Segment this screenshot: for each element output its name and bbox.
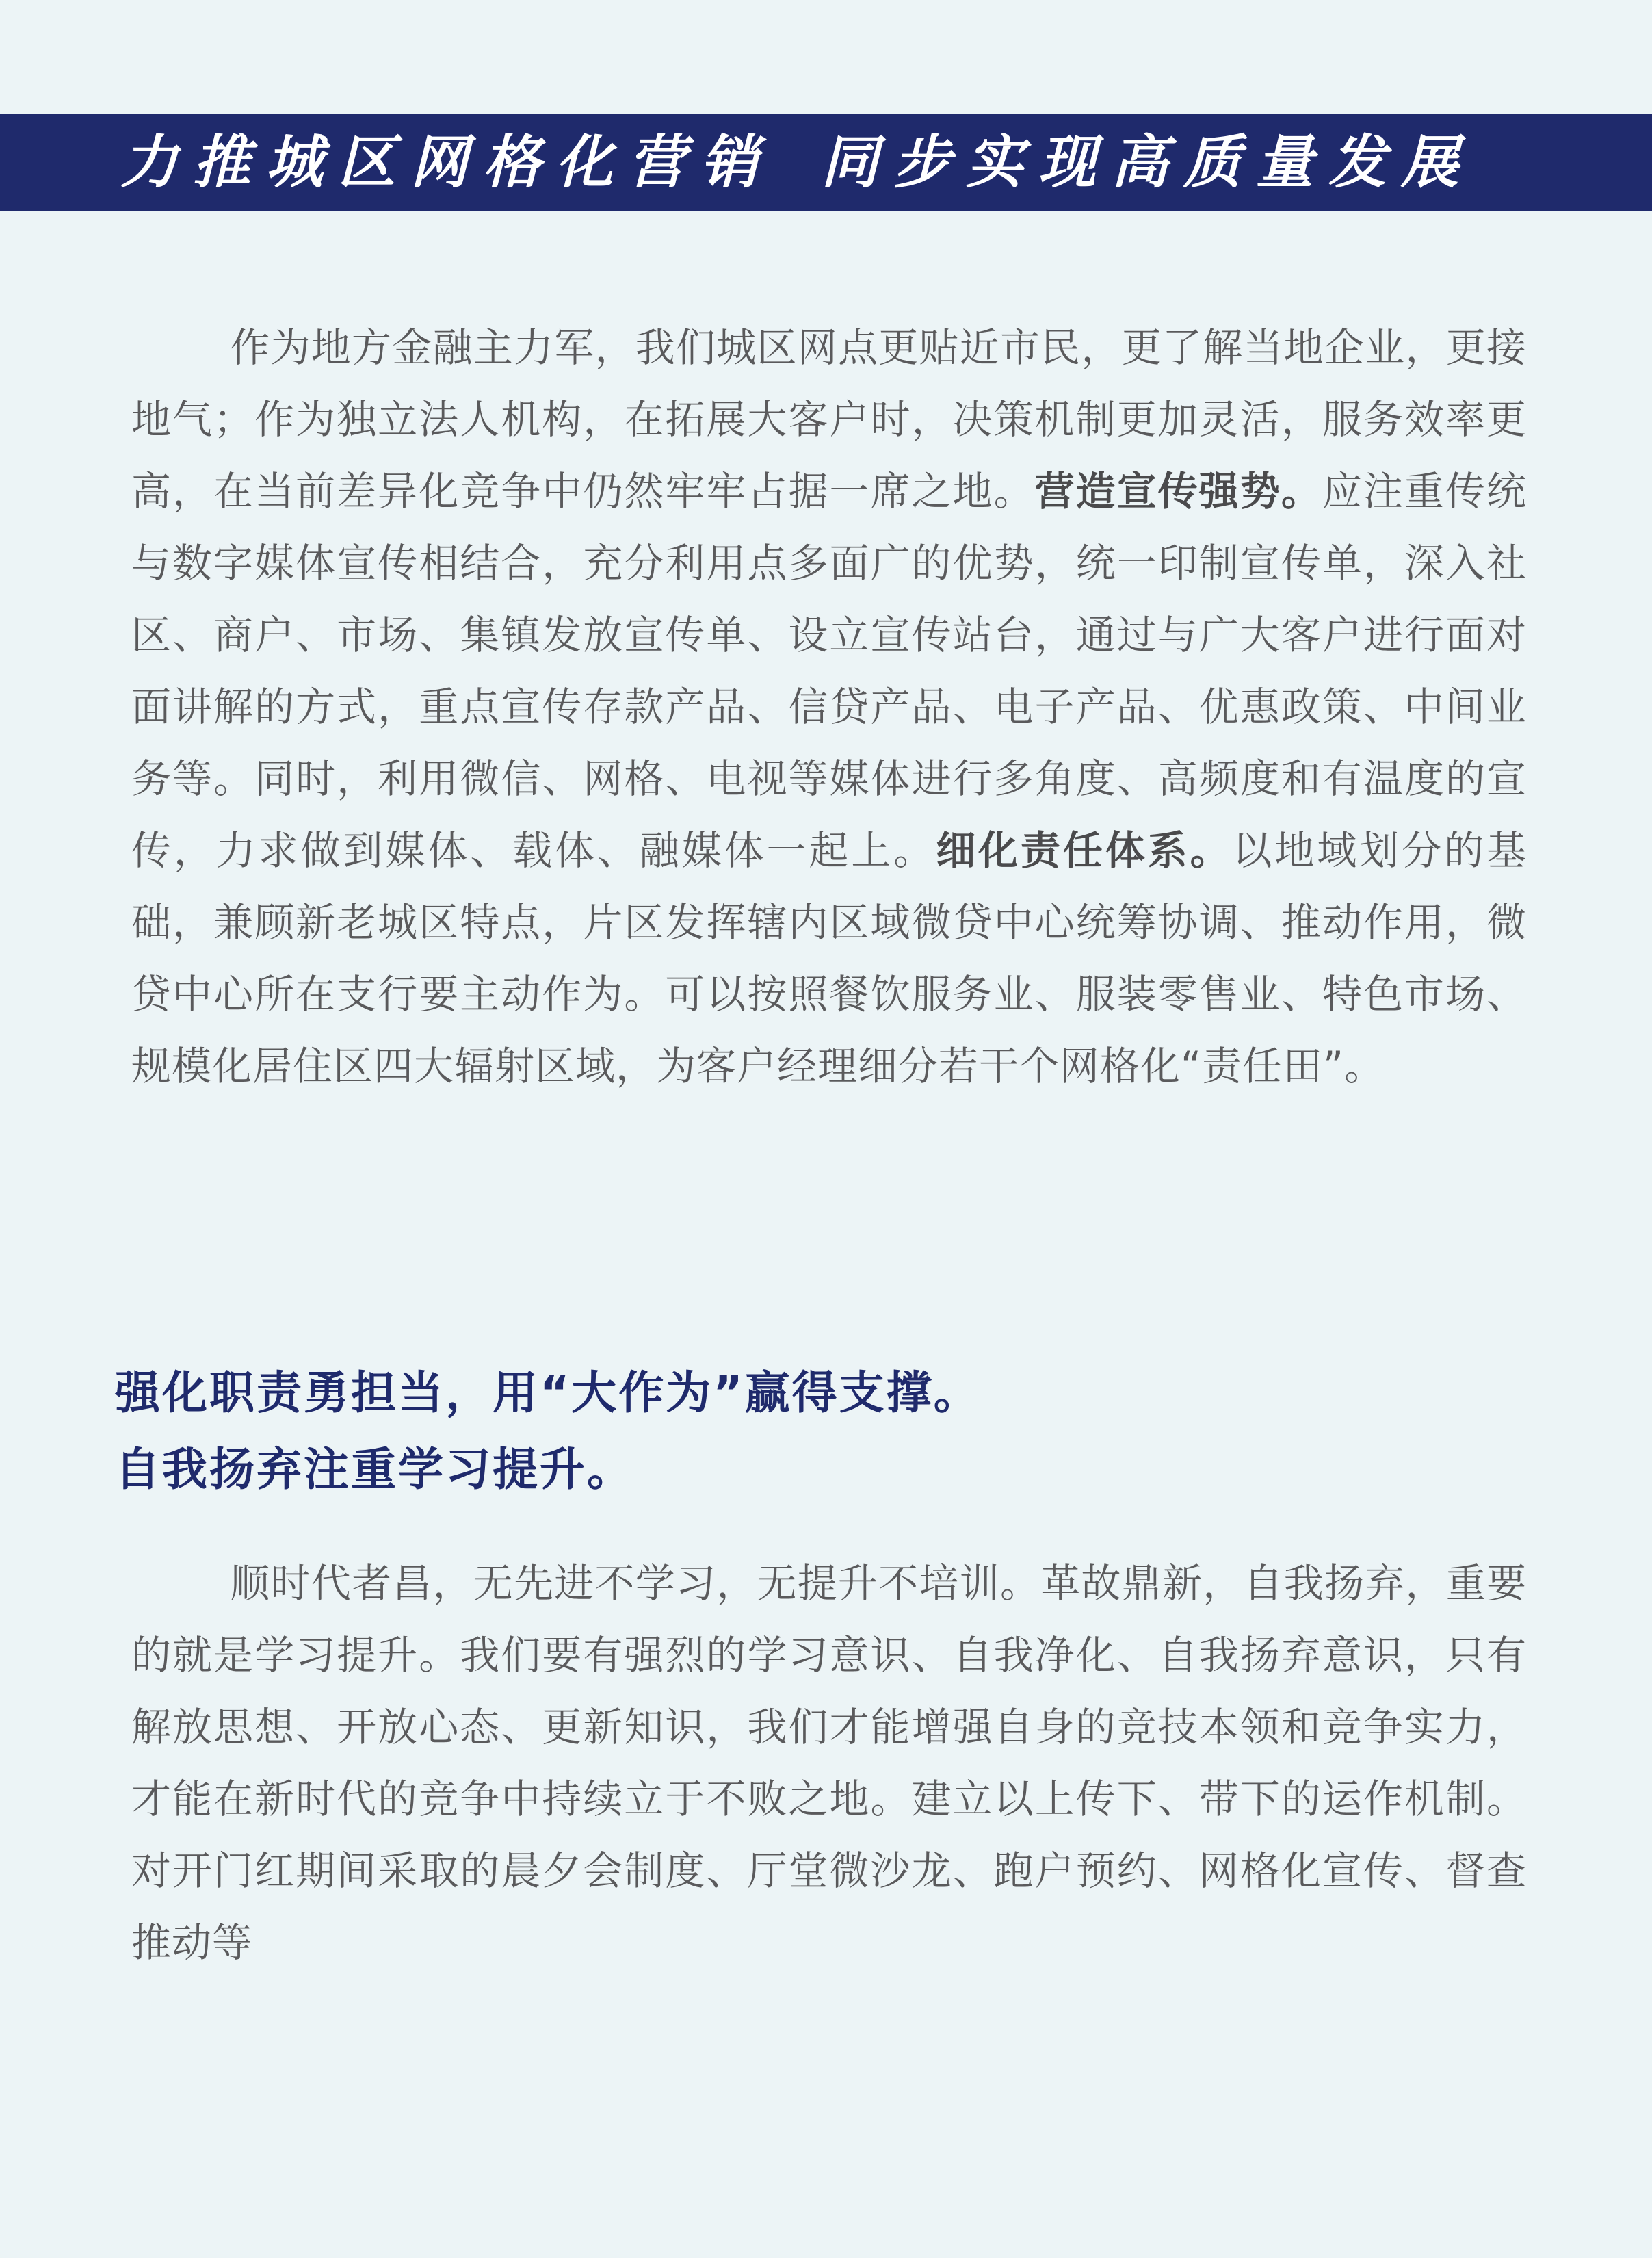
- page-title: [120, 114, 1473, 211]
- section-heading-line-2: 自我扬弃注重学习提升。: [115, 1443, 634, 1496]
- paragraph-1-text-b: 应注重传统与数字媒体宣传相结合，充分利用点多面广的优势，统一印制宣传单，深入社区、商户、市场、集镇发放宣传单、设立宣传站台，通过与广大客户进行面对面讲解的方式，重点宣传存款产品、信贷产品、电子产品、优惠政策、中间业务等。同时，利用微信、网格、电视等媒体进行多角度、高频度和有温度的宣传，力求做到媒体、载体、融媒体一起上。: [131, 468, 1527, 874]
- paragraph-2-text: 顺时代者昌，无先进不学习，无提升不培训。革故鼎新，自我扬弃，重要的就是学习提升。我们要有强烈的学习意识、自我净化、自我扬弃意识，只有解放思想、开放心态、更新知识，我们才能增强自身的竞技本领和竞争实力，才能在新时代的竞争中持续立于不败之地。建立以上传下、带下的运作机制。对开门红期间采取的晨夕会制度、厅堂微沙龙、跑户预约、网格化宣传、督查推动等: [131, 1560, 1527, 1966]
- page-title-part1: 力推城区网格化营销: [120, 128, 774, 196]
- paragraph-1-text-c: 以地域划分的基础，兼顾新老城区特点，片区发挥辖内区域微贷中心统筹协调、推动作用，微贷中心所在支行要主动作为。可以按照餐饮服务业、服装零售业、特色市场、规模化居住区四大辐射区域，为客户经理细分若干个网格化“责任田”。: [131, 827, 1527, 1089]
- page-title-part2: 同步实现高质量发展: [821, 128, 1474, 196]
- title-banner: [0, 114, 1652, 211]
- bold-lead-responsibility: 细化责任体系。: [936, 827, 1233, 874]
- body-paragraph-1: [131, 312, 1527, 1102]
- bold-lead-promotion: 营造宣传强势。: [1034, 468, 1322, 515]
- body-paragraph-2: [131, 1548, 1527, 1979]
- section-heading-line-1: 强化职责勇担当，用“大作为”赢得支撑。: [115, 1366, 981, 1419]
- paragraph-1-text-a: 作为地方金融主力军，我们城区网点更贴近市民，更了解当地企业，更接地气；作为独立法人机构，在拓展大客户时，决策机制更加灵活，服务效率更高，在当前差异化竞争中仍然牢牢占据一席之地。: [131, 324, 1527, 515]
